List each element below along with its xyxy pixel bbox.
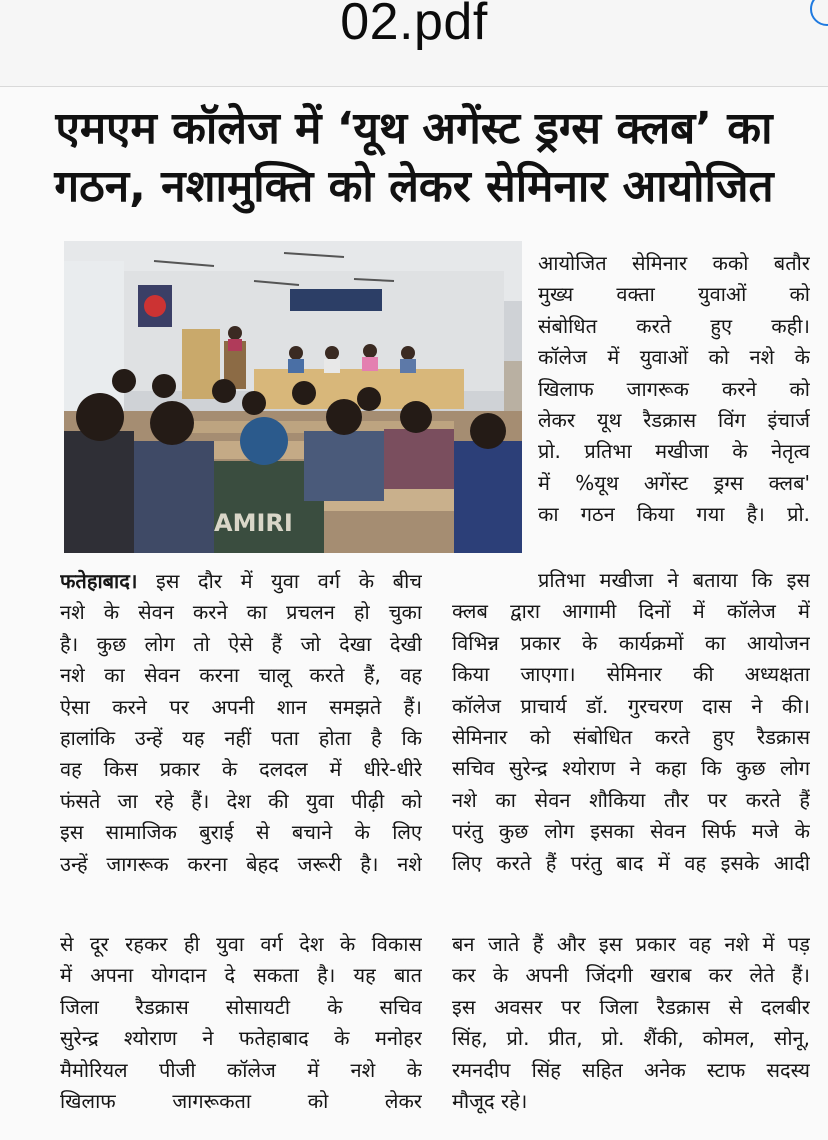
- text-line: मौजूद रहे।: [452, 1089, 528, 1114]
- text-line: कॉलेज में युवाओं को नशे के: [538, 345, 810, 370]
- text-line: संबोधित करते हुए कही।: [538, 313, 810, 338]
- text-line: खिलाफ जागरूकता को लेकर: [60, 1089, 422, 1114]
- text-line: सचिव सुरेन्द्र श्योराण ने कहा कि कुछ लोग: [452, 756, 810, 781]
- text-line: उन्हें जागरूक करना बेहद जरूरी है। नशे: [60, 851, 422, 876]
- text-line: में %यूथ अगेंस्ट ड्रग्स क्लब': [538, 470, 810, 495]
- text-line: जिला रैडक्रास सोसायटी के सचिव: [60, 994, 422, 1019]
- text-line: सुरेन्द्र श्योराण ने फतेहाबाद के मनोहर: [60, 1026, 422, 1051]
- text-line: प्रतिभा मखीजा ने बताया कि इस: [538, 568, 810, 592]
- seminar-photo: [64, 241, 522, 553]
- text-line: है। कुछ लोग तो ऐसे हैं जो देखा देखी: [60, 631, 422, 656]
- text-line: में अपना योगदान दे सकता है। यह बात: [60, 963, 422, 988]
- text-line: इस अवसर पर जिला रैडक्रास से दलबीर: [452, 994, 810, 1019]
- column-left-top: [60, 566, 422, 880]
- dateline: फतेहाबाद।: [60, 569, 138, 593]
- text-line: रमनदीप सिंह सहित अनेक स्टाफ सदस्य: [452, 1057, 810, 1082]
- text-line: प्रो. प्रतिभा मखीजा के नेतृत्व: [538, 439, 810, 464]
- text-line: हालांकि उन्हें यह नहीं पता होता है कि: [60, 726, 422, 751]
- text-line: इस दौर में युवा वर्ग के बीच: [137, 569, 422, 593]
- viewer-toolbar: [0, 0, 828, 87]
- text-line: का गठन किया गया है। प्रो.: [538, 502, 810, 527]
- column-left-bottom: [60, 929, 422, 1117]
- column-right-middle: [452, 565, 810, 879]
- shirt-print: AMIRI: [214, 509, 293, 537]
- file-name-title: 02.pdf: [340, 0, 488, 51]
- text-line: परंतु कुछ लोग इसका सेवन सिर्फ मजे के: [452, 819, 810, 844]
- text-line-with-dateline: [60, 566, 422, 597]
- headline-line-2: गठन, नशामुक्ति को लेकर सेमिनार आयोजित: [54, 161, 774, 212]
- text-line: मैमोरियल पीजी कॉलेज में नशे के: [60, 1057, 422, 1082]
- text-line: बन जाते हैं और इस प्रकार वह नशे में पड़: [452, 932, 810, 956]
- article-headline: [20, 100, 808, 216]
- text-line: फंसते जा रहे हैं। देश की युवा पीढ़ी को: [60, 788, 422, 813]
- text-line: सेमिनार को संबोधित करते हुए रैडक्रास: [452, 725, 810, 750]
- headline-line-1: एमएम कॉलेज में ‘यूथ अगेंस्ट ड्रग्स क्लब’ का: [55, 103, 773, 154]
- text-line: लिए करते हैं परंतु बाद में वह इसके आदी: [452, 850, 810, 875]
- text-line: सिंह, प्रो. प्रीत, प्रो. शैंकी, कोमल, सोनू,: [452, 1026, 810, 1051]
- text-line: क्लब द्वारा आगामी दिनों में कॉलेज में: [452, 599, 810, 624]
- text-line: नशे के सेवन करने का प्रचलन हो चुका: [60, 600, 422, 625]
- text-line: कॉलेज प्राचार्य डॉ. गुरचरण दास ने की।: [452, 693, 810, 718]
- text-line: मुख्य वक्ता युवाओं को: [538, 282, 810, 307]
- text-line: वह किस प्रकार के दलदल में धीरे-धीरे: [60, 757, 422, 782]
- text-line: नशे का सेवन करना चालू करते हैं, वह: [60, 663, 422, 688]
- text-line: इस सामाजिक बुराई से बचाने के लिए: [60, 820, 422, 845]
- text-line: नशे का सेवन शौकिया तौर पर करते हैं: [452, 787, 810, 812]
- text-line: आयोजित सेमिनार कको बतौर: [538, 251, 810, 275]
- text-line: विभिन्न प्रकार के कार्यक्रमों का आयोजन: [452, 630, 810, 655]
- text-line: कर के अपनी जिंदगी खराब कर लेते हैं।: [452, 963, 810, 988]
- column-right-bottom: [452, 929, 810, 1117]
- text-line: किया जाएगा। सेमिनार की अध्यक्षता: [452, 662, 810, 687]
- text-line: से दूर रहकर ही युवा वर्ग देश के विकास: [60, 932, 422, 956]
- text-line: ऐसा करने पर अपनी शान समझते हैं।: [60, 694, 422, 719]
- text-line: लेकर यूथ रैडक्रास विंग इंचार्ज: [538, 408, 810, 433]
- column-right-top: [538, 248, 810, 531]
- text-line: खिलाफ जागरूक करने को: [538, 376, 810, 401]
